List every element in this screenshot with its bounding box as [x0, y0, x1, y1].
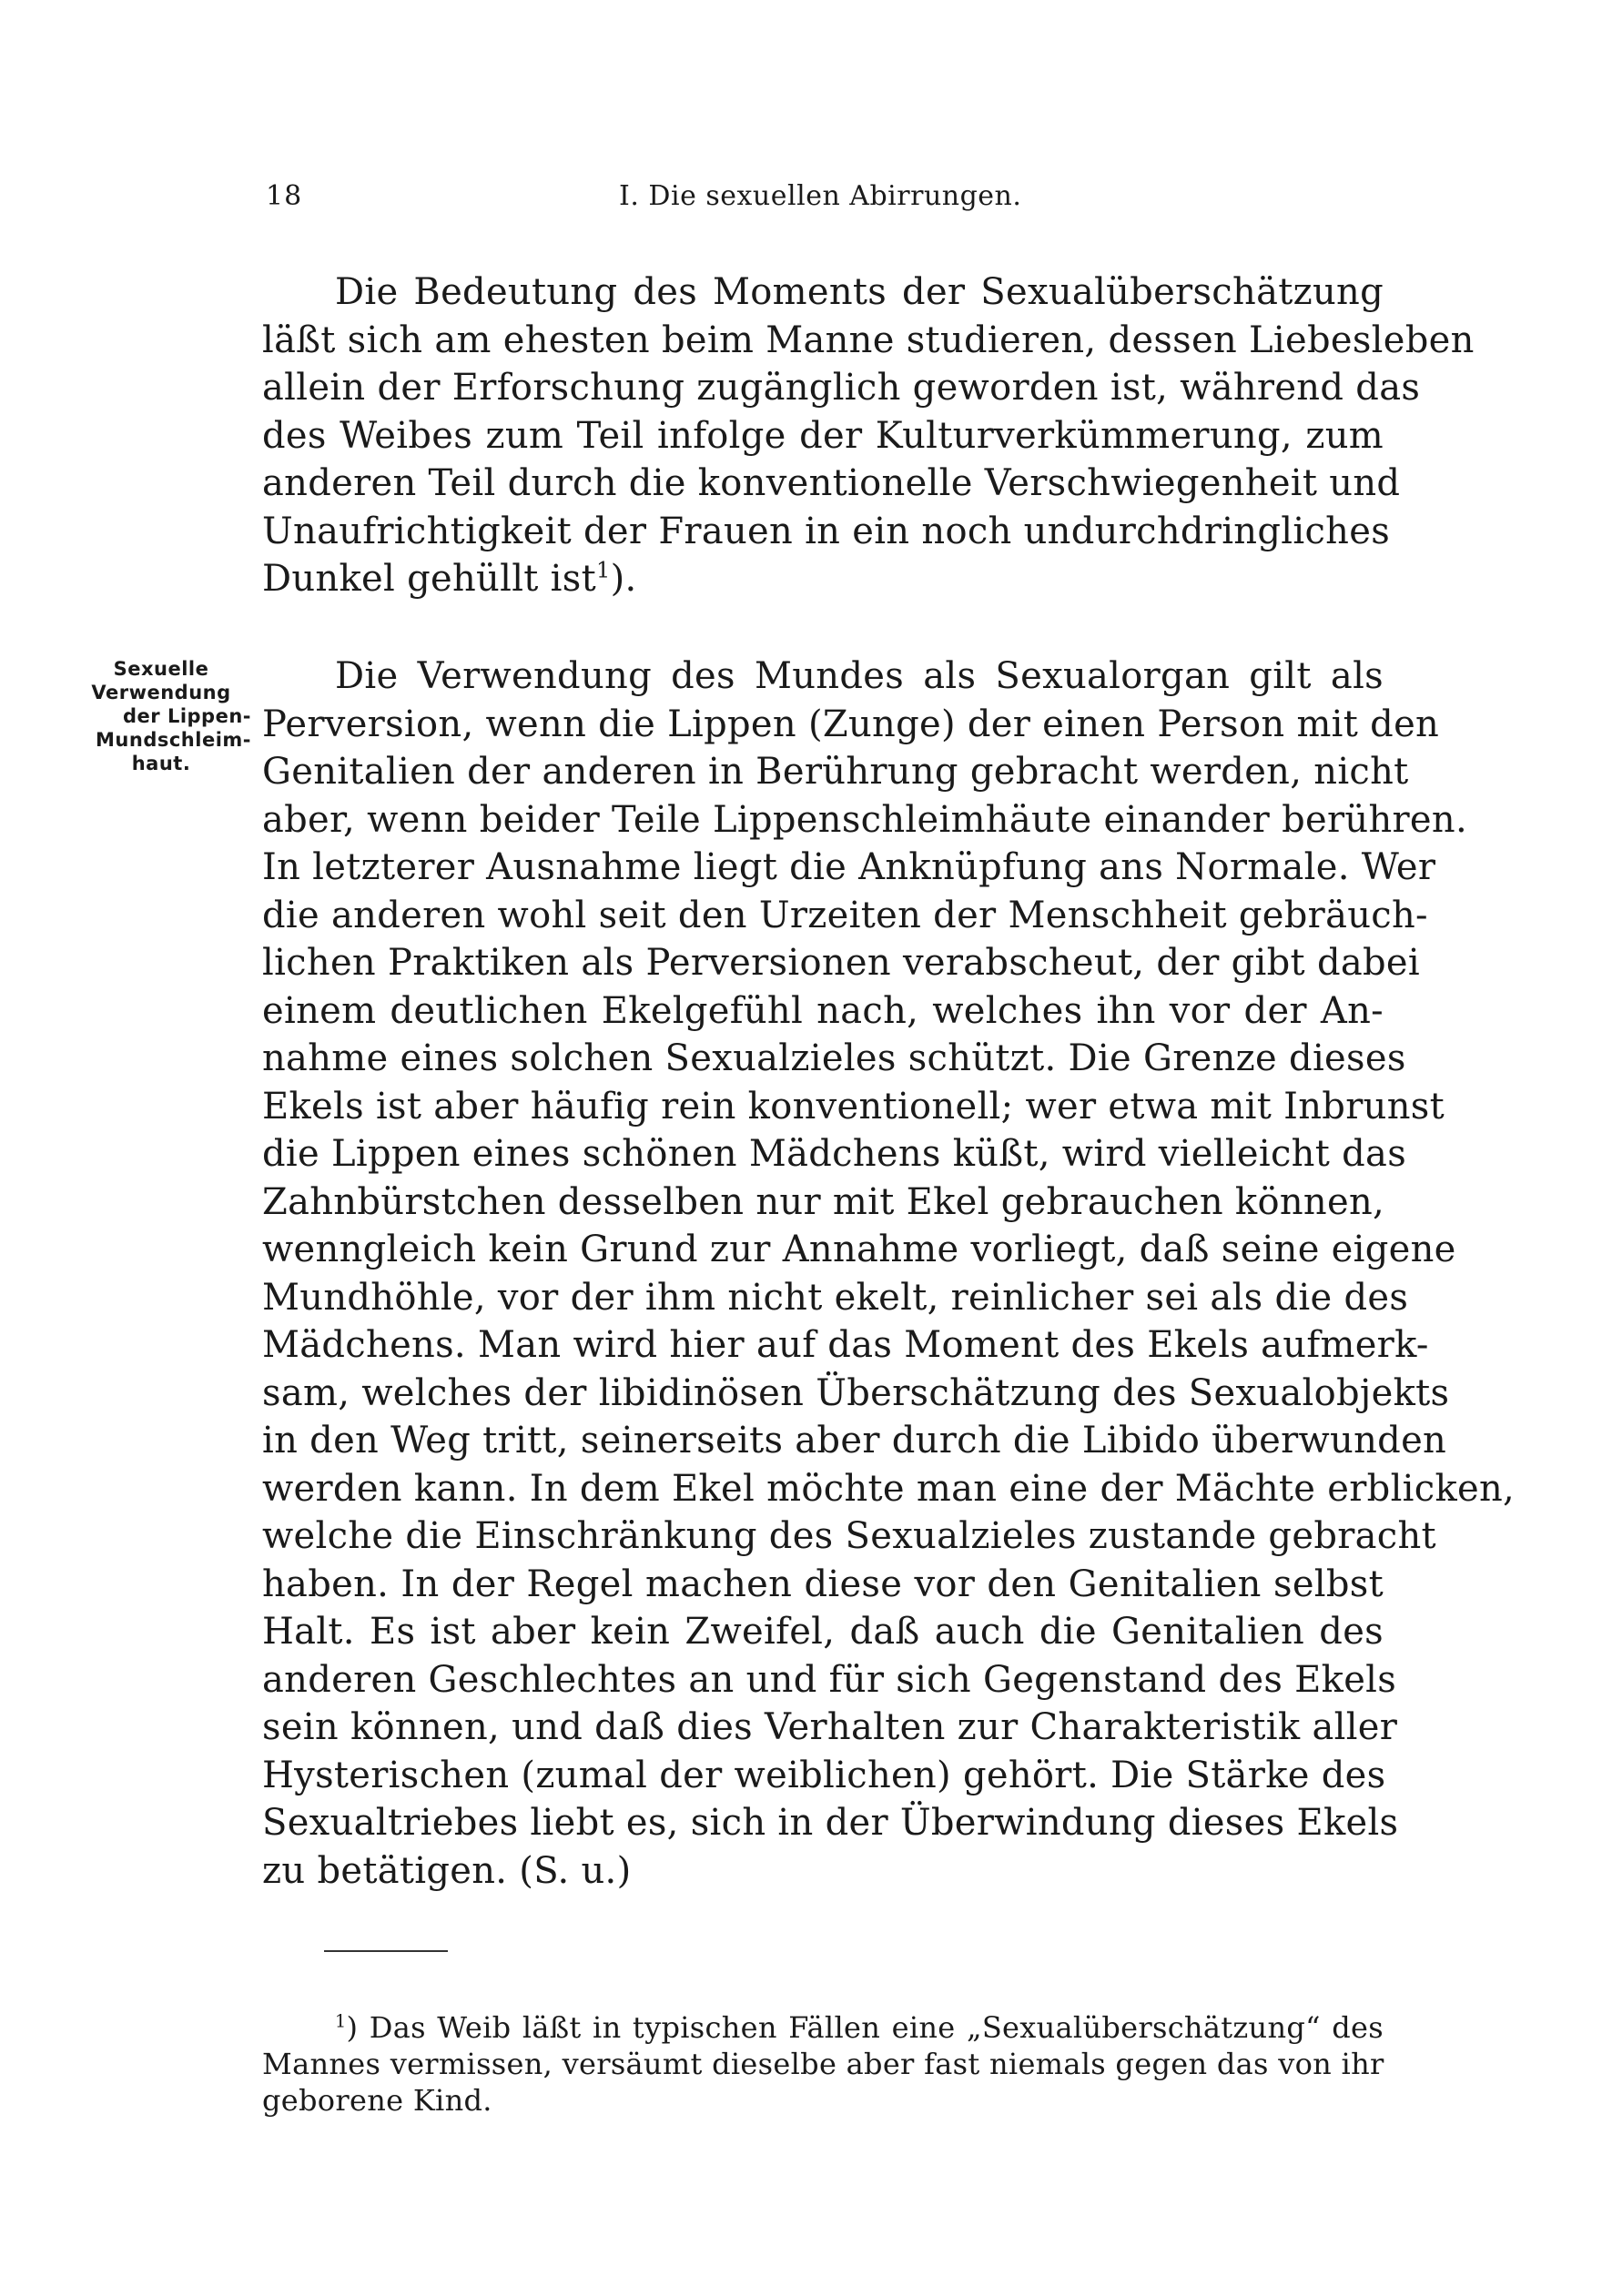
text-line: haben. In der Regel machen diese vor den Genitalien selbst: [262, 1563, 1384, 1605]
text-fragment: ).: [610, 558, 637, 600]
text-line: Hysterischen (zumal der weiblichen) gehört. Die Stärke des: [262, 1754, 1386, 1796]
footnote-divider: [324, 1950, 448, 1952]
running-title: I. Die sexuellen Abirrungen.: [619, 180, 1022, 212]
text-line: Mundhöhle, vor der ihm nicht ekelt, reinlicher sei als die des: [262, 1276, 1409, 1319]
text-line: Mädchens. Man wird hier auf das Moment des Ekels aufmerk-: [262, 1324, 1429, 1366]
footnote: [262, 2009, 1384, 2119]
paragraph-oral-mucosa: [262, 652, 1516, 1895]
text-line: [262, 2009, 1384, 2046]
text-line: Die Bedeutung des Moments der Sexualüberschätzung: [335, 271, 1384, 313]
margin-note: [66, 657, 257, 775]
text-line: anderen Teil durch die konventionelle Verschwiegenheit und: [262, 462, 1401, 504]
text-line: Zahnbürstchen desselben nur mit Ekel gebrauchen können,: [262, 1180, 1385, 1223]
text-line: In letzterer Ausnahme liegt die Anknüpfung ans Normale. Wer: [262, 846, 1436, 888]
margin-note-line: haut.: [131, 753, 191, 774]
text-line: Halt. Es ist aber kein Zweifel, daß auch die Genitalien des: [262, 1611, 1384, 1653]
text-line: geborene Kind.: [262, 2083, 492, 2118]
footnote-marker: 1: [335, 2010, 347, 2032]
text-line: sam, welches der libidinösen Überschätzung des Sexualobjekts: [262, 1371, 1450, 1414]
margin-note-line: Sexuelle: [113, 658, 209, 680]
text-line: läßt sich am ehesten beim Manne studieren, dessen Liebesleben: [262, 319, 1475, 361]
text-line: Die Verwendung des Mundes als Sexualorgan gilt als: [335, 655, 1384, 697]
text-line: die anderen wohl seit den Urzeiten der Menschheit gebräuch-: [262, 894, 1428, 936]
text-line: werden kann. In dem Ekel möchte man eine der Mächte erblicken,: [262, 1467, 1516, 1510]
text-line: Unaufrichtigkeit der Frauen in ein noch undurchdringliches: [262, 510, 1391, 552]
text-line: Sexualtriebes liebt es, sich in der Überwindung dieses Ekels: [262, 1802, 1399, 1844]
text-line: lichen Praktiken als Perversionen verabscheut, der gibt dabei: [262, 942, 1420, 984]
text-line: die Lippen eines schönen Mädchens küßt, wird vielleicht das: [262, 1133, 1407, 1175]
text-line: aber, wenn beider Teile Lippenschleimhäute einander berühren.: [262, 798, 1467, 841]
text-line: Ekels ist aber häufig rein konventionell; wer etwa mit Inbrunst: [262, 1085, 1445, 1128]
text-line: Perversion, wenn die Lippen (Zunge) der einen Person mit den: [262, 703, 1440, 745]
text-fragment: ): [346, 2010, 359, 2045]
text-line: allein der Erforschung zugänglich geworden ist, während das: [262, 367, 1421, 409]
text-line: Mannes vermissen, versäumt dieselbe aber fast niemals gegen das von ihr: [262, 2047, 1384, 2081]
text-line: wenngleich kein Grund zur Annahme vorliegt, daß seine eigene: [262, 1229, 1456, 1270]
text-fragment: Dunkel gehüllt ist: [262, 558, 596, 600]
margin-note-line: Verwendung: [91, 682, 231, 703]
text-line: einem deutlichen Ekelgefühl nach, welches ihn vor der An-: [262, 989, 1384, 1032]
text-fragment: Das Weib läßt in typischen Fällen eine „Sexualüberschätzung“ des: [369, 2010, 1384, 2045]
margin-note-line: Mundschleim-: [96, 729, 251, 751]
text-line: zu betätigen. (S. u.): [262, 1849, 632, 1892]
text-line: anderen Geschlechtes an und für sich Gegenstand des Ekels: [262, 1658, 1397, 1701]
page-number: 18: [266, 180, 303, 212]
paragraph-sexual-overvaluation: [262, 268, 1475, 603]
text-line: sein können, und daß dies Verhalten zur Charakteristik aller: [262, 1706, 1398, 1748]
text-line: des Weibes zum Teil infolge der Kulturverkümmerung, zum: [262, 414, 1384, 457]
text-line: [262, 555, 1384, 603]
footnote-reference: 1: [595, 557, 611, 583]
text-line: welche die Einschränkung des Sexualzieles zustande gebracht: [262, 1515, 1436, 1557]
margin-note-line: der Lippen-: [123, 705, 251, 727]
text-line: in den Weg tritt, seinerseits aber durch die Libido überwunden: [262, 1420, 1447, 1462]
text-line: Genitalien der anderen in Berührung gebracht werden, nicht: [262, 751, 1409, 793]
text-line: nahme eines solchen Sexualzieles schützt. Die Grenze dieses: [262, 1037, 1406, 1079]
